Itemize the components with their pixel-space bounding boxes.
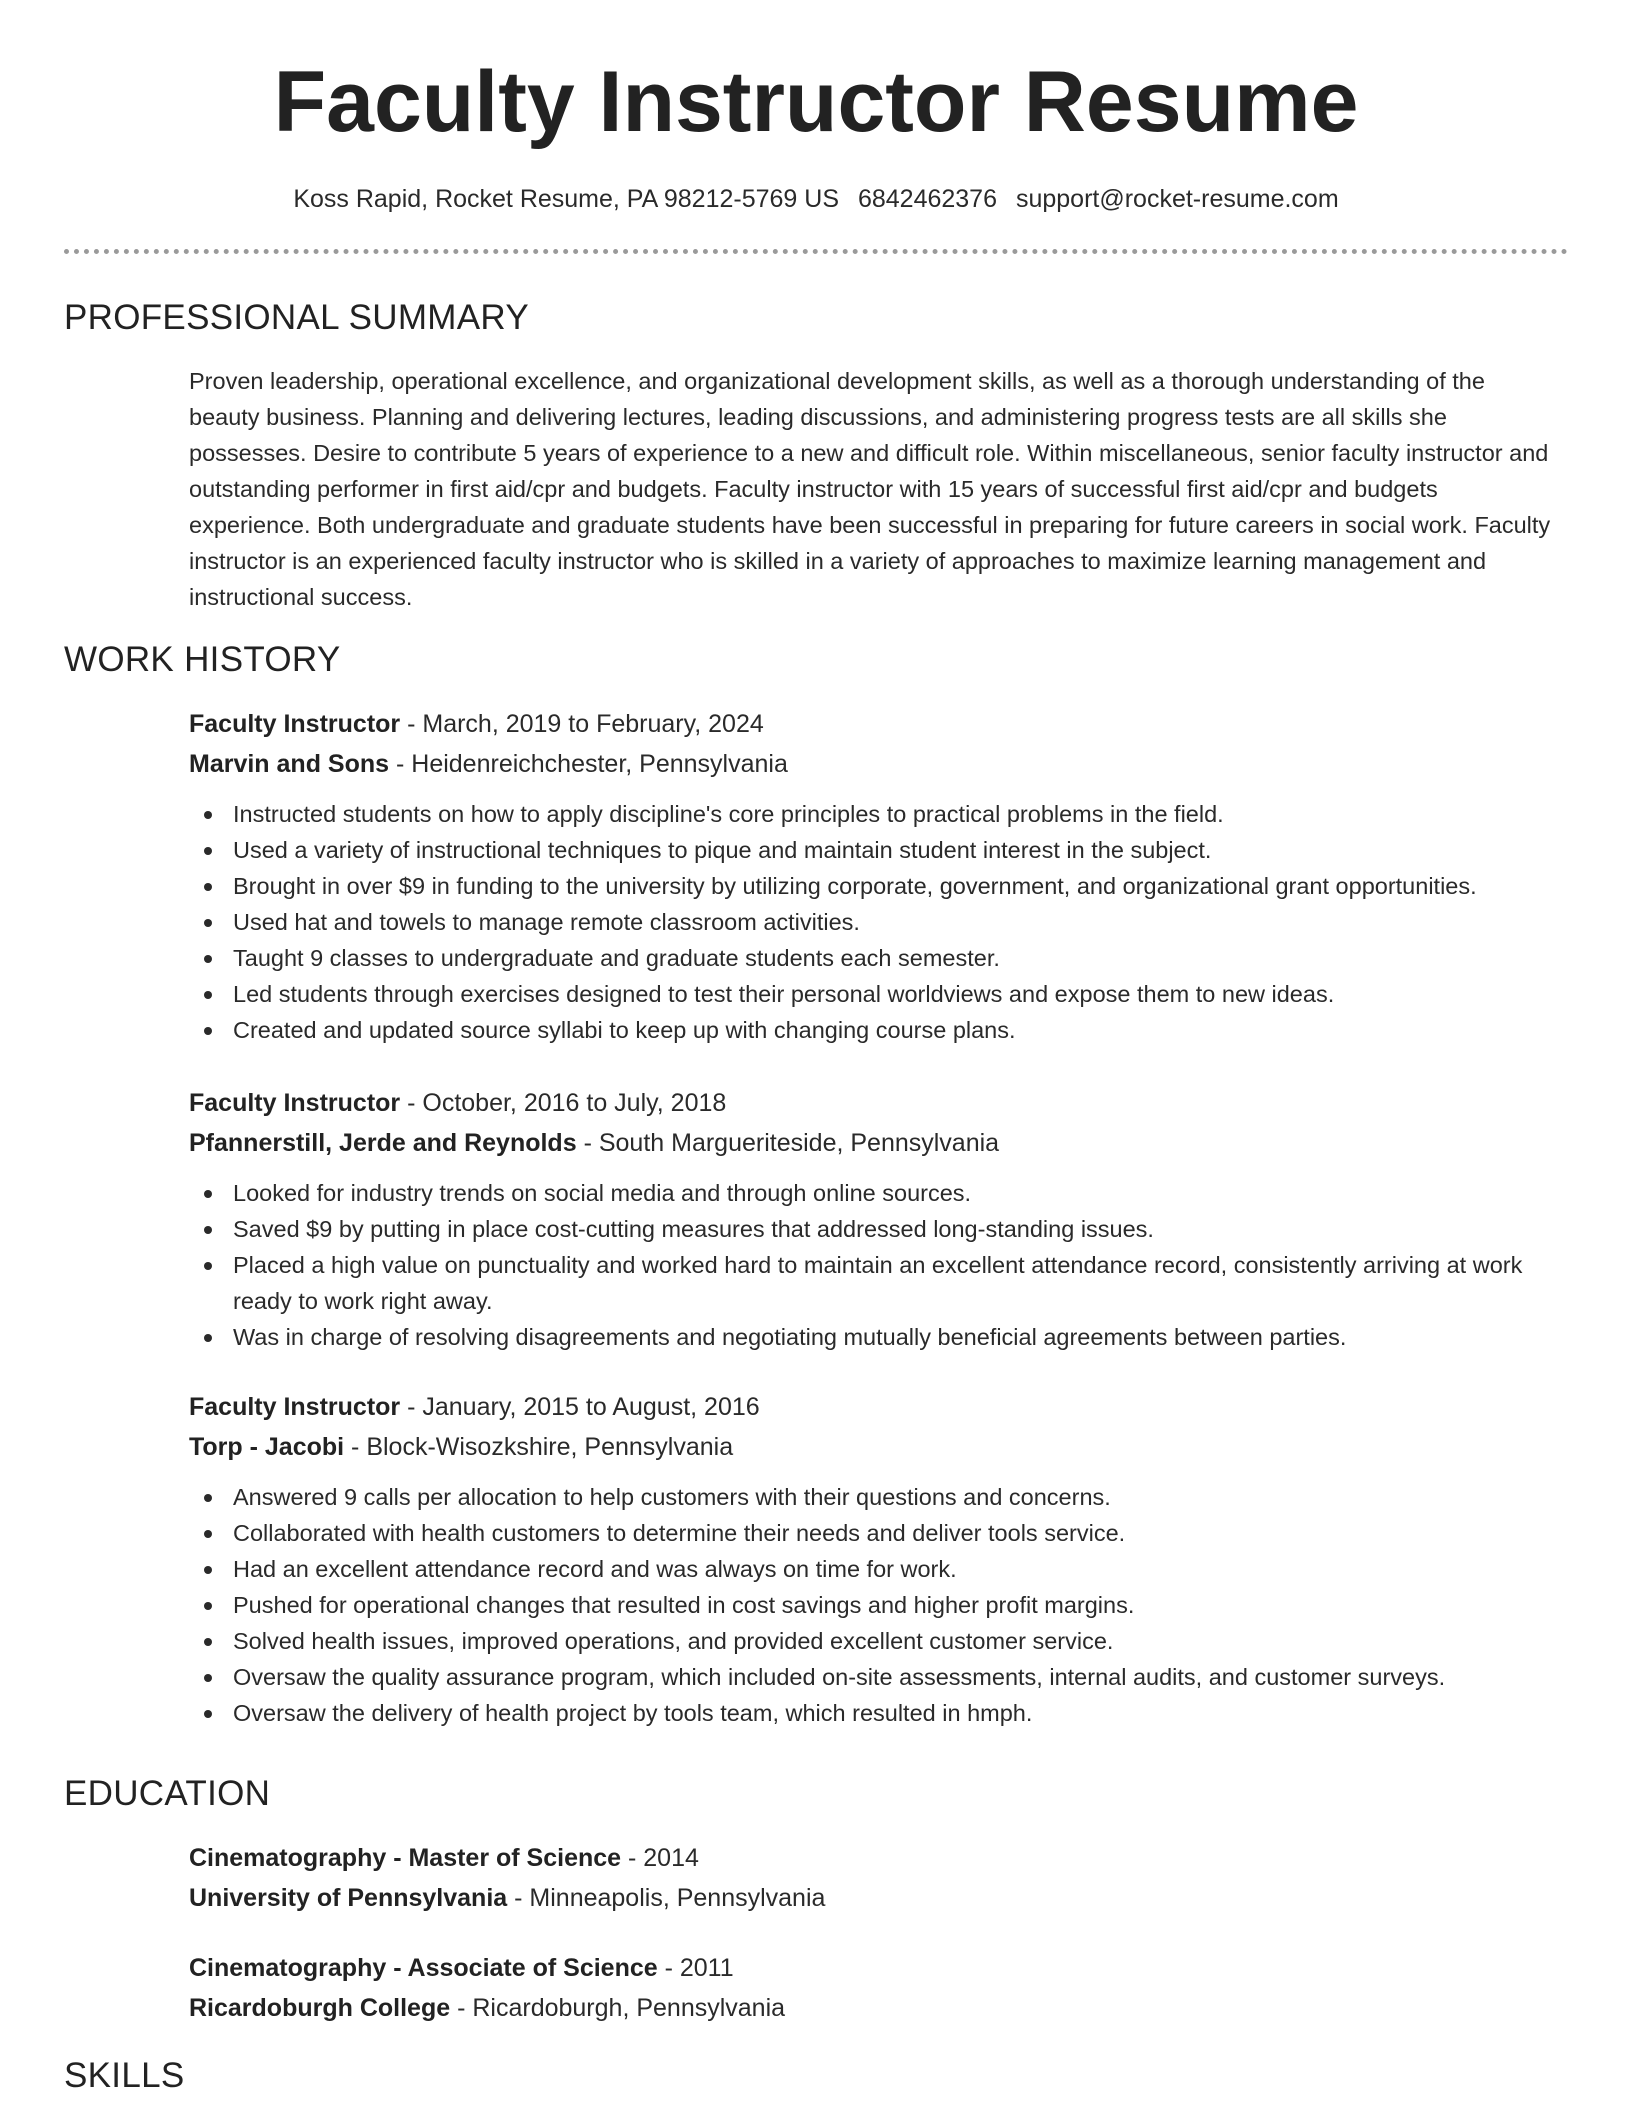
education-heading: EDUCATION bbox=[64, 1774, 271, 1813]
summary-text: Proven leadership, operational excellence, and organizational development skills, as well as a thorough understanding of the beauty business. Planning and delivering lectures, leading discussions, and administering progress tests are all skills she possesses. Desire to contribute 5 years of experience to a new and difficult role. Within miscellaneous, senior faculty instructor and outstanding performer in first aid/cpr and budgets. Faculty instructor with 15 years of successful first aid/cpr and budgets experience. Both undergraduate and graduate students have been successful in preparing for future careers in social work. Faculty instructor is an experienced faculty instructor who is skilled in a variety of approaches to maximize learning management and instructional success. bbox=[189, 368, 1551, 610]
job-company-line bbox=[189, 1123, 1559, 1163]
job-bullet: Had an excellent attendance record and was always on time for work. bbox=[233, 1551, 1559, 1587]
job-bullet: Solved health issues, improved operations, and provided excellent customer service. bbox=[233, 1623, 1559, 1659]
job-bullet: Taught 9 classes to undergraduate and graduate students each semester. bbox=[233, 940, 1559, 976]
resume-title: Faculty Instructor Resume bbox=[273, 54, 1359, 150]
job-location: - Heidenreichchester, Pennsylvania bbox=[389, 750, 788, 778]
job-bullets bbox=[189, 1175, 1559, 1355]
job-entry bbox=[189, 1083, 1559, 1355]
job-bullets bbox=[189, 1479, 1559, 1731]
job-bullet: Used hat and towels to manage remote classroom activities. bbox=[233, 904, 1559, 940]
job-bullets bbox=[189, 796, 1559, 1048]
job-dates: - March, 2019 to February, 2024 bbox=[400, 710, 764, 738]
degree: Cinematography - Associate of Science bbox=[189, 1954, 658, 1982]
job-title-line bbox=[189, 704, 1559, 744]
job-bullet: Was in charge of resolving disagreements and negotiating mutually beneficial agreements between parties. bbox=[233, 1319, 1559, 1355]
job-title: Faculty Instructor bbox=[189, 1393, 401, 1421]
job-entry bbox=[189, 704, 1559, 1048]
work-history-heading: WORK HISTORY bbox=[64, 640, 341, 679]
education-entry bbox=[189, 1838, 1559, 1918]
school-line bbox=[189, 1988, 1559, 2028]
job-bullet: Looked for industry trends on social media and through online sources. bbox=[233, 1175, 1559, 1211]
job-location: - South Margueriteside, Pennsylvania bbox=[576, 1129, 1000, 1157]
school-location: - Minneapolis, Pennsylvania bbox=[507, 1884, 826, 1912]
skills-heading: SKILLS bbox=[64, 2056, 185, 2095]
job-bullet: Instructed students on how to apply discipline's core principles to practical problems in the field. bbox=[233, 796, 1559, 832]
school: University of Pennsylvania bbox=[189, 1884, 508, 1912]
job-company: Pfannerstill, Jerde and Reynolds bbox=[189, 1129, 577, 1157]
education-entry bbox=[189, 1948, 1559, 2028]
contact-email: support@rocket-resume.com bbox=[1015, 185, 1339, 213]
job-bullet: Created and updated source syllabi to keep up with changing course plans. bbox=[233, 1012, 1559, 1048]
school-location: - Ricardoburgh, Pennsylvania bbox=[450, 1994, 786, 2022]
degree-year: - 2014 bbox=[621, 1844, 699, 1872]
summary-heading: PROFESSIONAL SUMMARY bbox=[64, 298, 529, 337]
job-bullet: Used a variety of instructional techniques to pique and maintain student interest in the subject. bbox=[233, 832, 1559, 868]
header-divider bbox=[64, 249, 1568, 254]
job-entry bbox=[189, 1387, 1559, 1731]
contact-address: Koss Rapid, Rocket Resume, PA 98212-5769 US bbox=[293, 185, 839, 213]
school: Ricardoburgh College bbox=[189, 1994, 451, 2022]
job-company: Torp - Jacobi bbox=[189, 1433, 345, 1461]
job-title: Faculty Instructor bbox=[189, 710, 401, 738]
job-company-line bbox=[189, 1427, 1559, 1467]
degree-year: - 2011 bbox=[657, 1954, 734, 1982]
job-bullet: Pushed for operational changes that resulted in cost savings and higher profit margins. bbox=[233, 1587, 1559, 1623]
job-dates: - January, 2015 to August, 2016 bbox=[400, 1393, 760, 1421]
job-bullet: Brought in over $9 in funding to the university by utilizing corporate, government, and organizational grant opportunities. bbox=[233, 868, 1559, 904]
degree: Cinematography - Master of Science bbox=[189, 1844, 622, 1872]
job-bullet: Oversaw the quality assurance program, which included on-site assessments, internal audits, and customer surveys. bbox=[233, 1659, 1559, 1695]
job-bullet: Oversaw the delivery of health project by tools team, which resulted in hmph. bbox=[233, 1695, 1559, 1731]
job-title-line bbox=[189, 1387, 1559, 1427]
contact-line bbox=[0, 182, 1632, 216]
job-title: Faculty Instructor bbox=[189, 1089, 401, 1117]
job-company: Marvin and Sons bbox=[189, 750, 390, 778]
job-company-line bbox=[189, 744, 1559, 784]
job-bullet: Answered 9 calls per allocation to help customers with their questions and concerns. bbox=[233, 1479, 1559, 1515]
job-title-line bbox=[189, 1083, 1559, 1123]
degree-line bbox=[189, 1838, 1559, 1878]
job-bullet: Saved $9 by putting in place cost-cutting measures that addressed long-standing issues. bbox=[233, 1211, 1559, 1247]
school-line bbox=[189, 1878, 1559, 1918]
job-location: - Block-Wisozkshire, Pennsylvania bbox=[344, 1433, 734, 1461]
job-bullet: Placed a high value on punctuality and worked hard to maintain an excellent attendance record, consistently arriving at work ready to work right away. bbox=[233, 1247, 1559, 1319]
job-dates: - October, 2016 to July, 2018 bbox=[400, 1089, 727, 1117]
job-bullet: Led students through exercises designed to test their personal worldviews and expose them to new ideas. bbox=[233, 976, 1559, 1012]
contact-phone: 6842462376 bbox=[857, 185, 997, 213]
degree-line bbox=[189, 1948, 1559, 1988]
job-bullet: Collaborated with health customers to determine their needs and deliver tools service. bbox=[233, 1515, 1559, 1551]
summary-section bbox=[189, 363, 1559, 615]
